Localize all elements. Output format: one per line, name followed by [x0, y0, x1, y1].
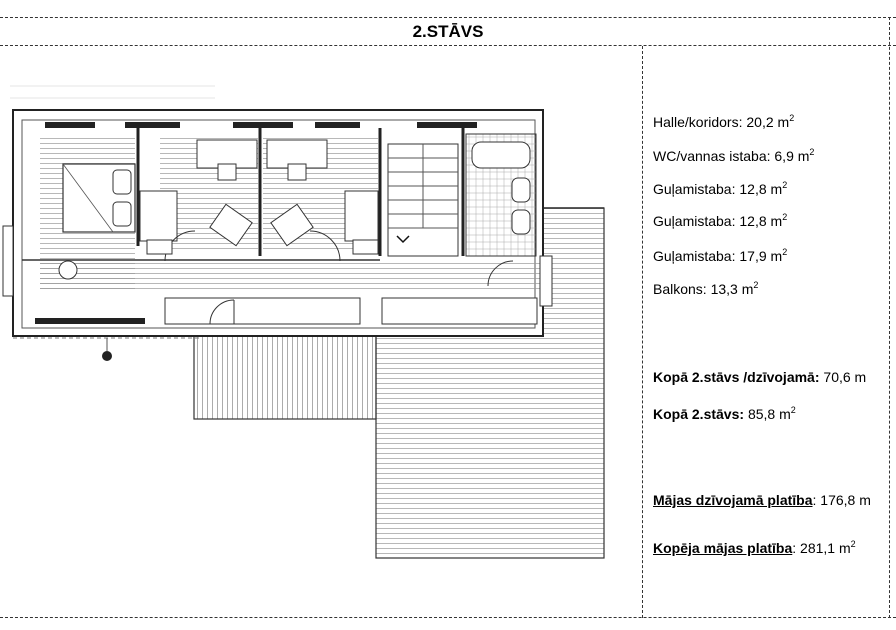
area-bedroom-1: Guļamistaba: 12,8 $m^2$	[653, 180, 788, 197]
total-floor: Kopā 2.stāvs: 85,8 $m^2$	[653, 405, 796, 422]
house-total-area: Kopēja mājas platība: 281,1 $m^2$	[653, 539, 856, 556]
page-title: 2.STĀVS	[412, 22, 484, 41]
column-divider	[642, 46, 643, 618]
floor-plan	[0, 46, 640, 616]
frame-bottom-border	[0, 617, 896, 618]
frame-right-border	[889, 17, 890, 618]
house-living-area: Mājas dzīvojamā platība: 176,8 m	[653, 492, 871, 508]
area-bedroom-3: Guļamistaba: 17,9 $m^2$	[653, 247, 788, 264]
area-wc: WC/vannas istaba: 6,9 $m^2$	[653, 147, 815, 164]
total-living-floor: Kopā 2.stāvs /dzīvojamā: 70,6 m	[653, 369, 867, 385]
area-balcony: Balkons: 13,3 $m^2$	[653, 280, 759, 297]
area-halle: Halle/koridors: 20,2 $m^2$	[653, 113, 795, 130]
area-bedroom-2: Guļamistaba: 12,8 $m^2$	[653, 212, 788, 229]
frame-top-border	[0, 17, 896, 18]
